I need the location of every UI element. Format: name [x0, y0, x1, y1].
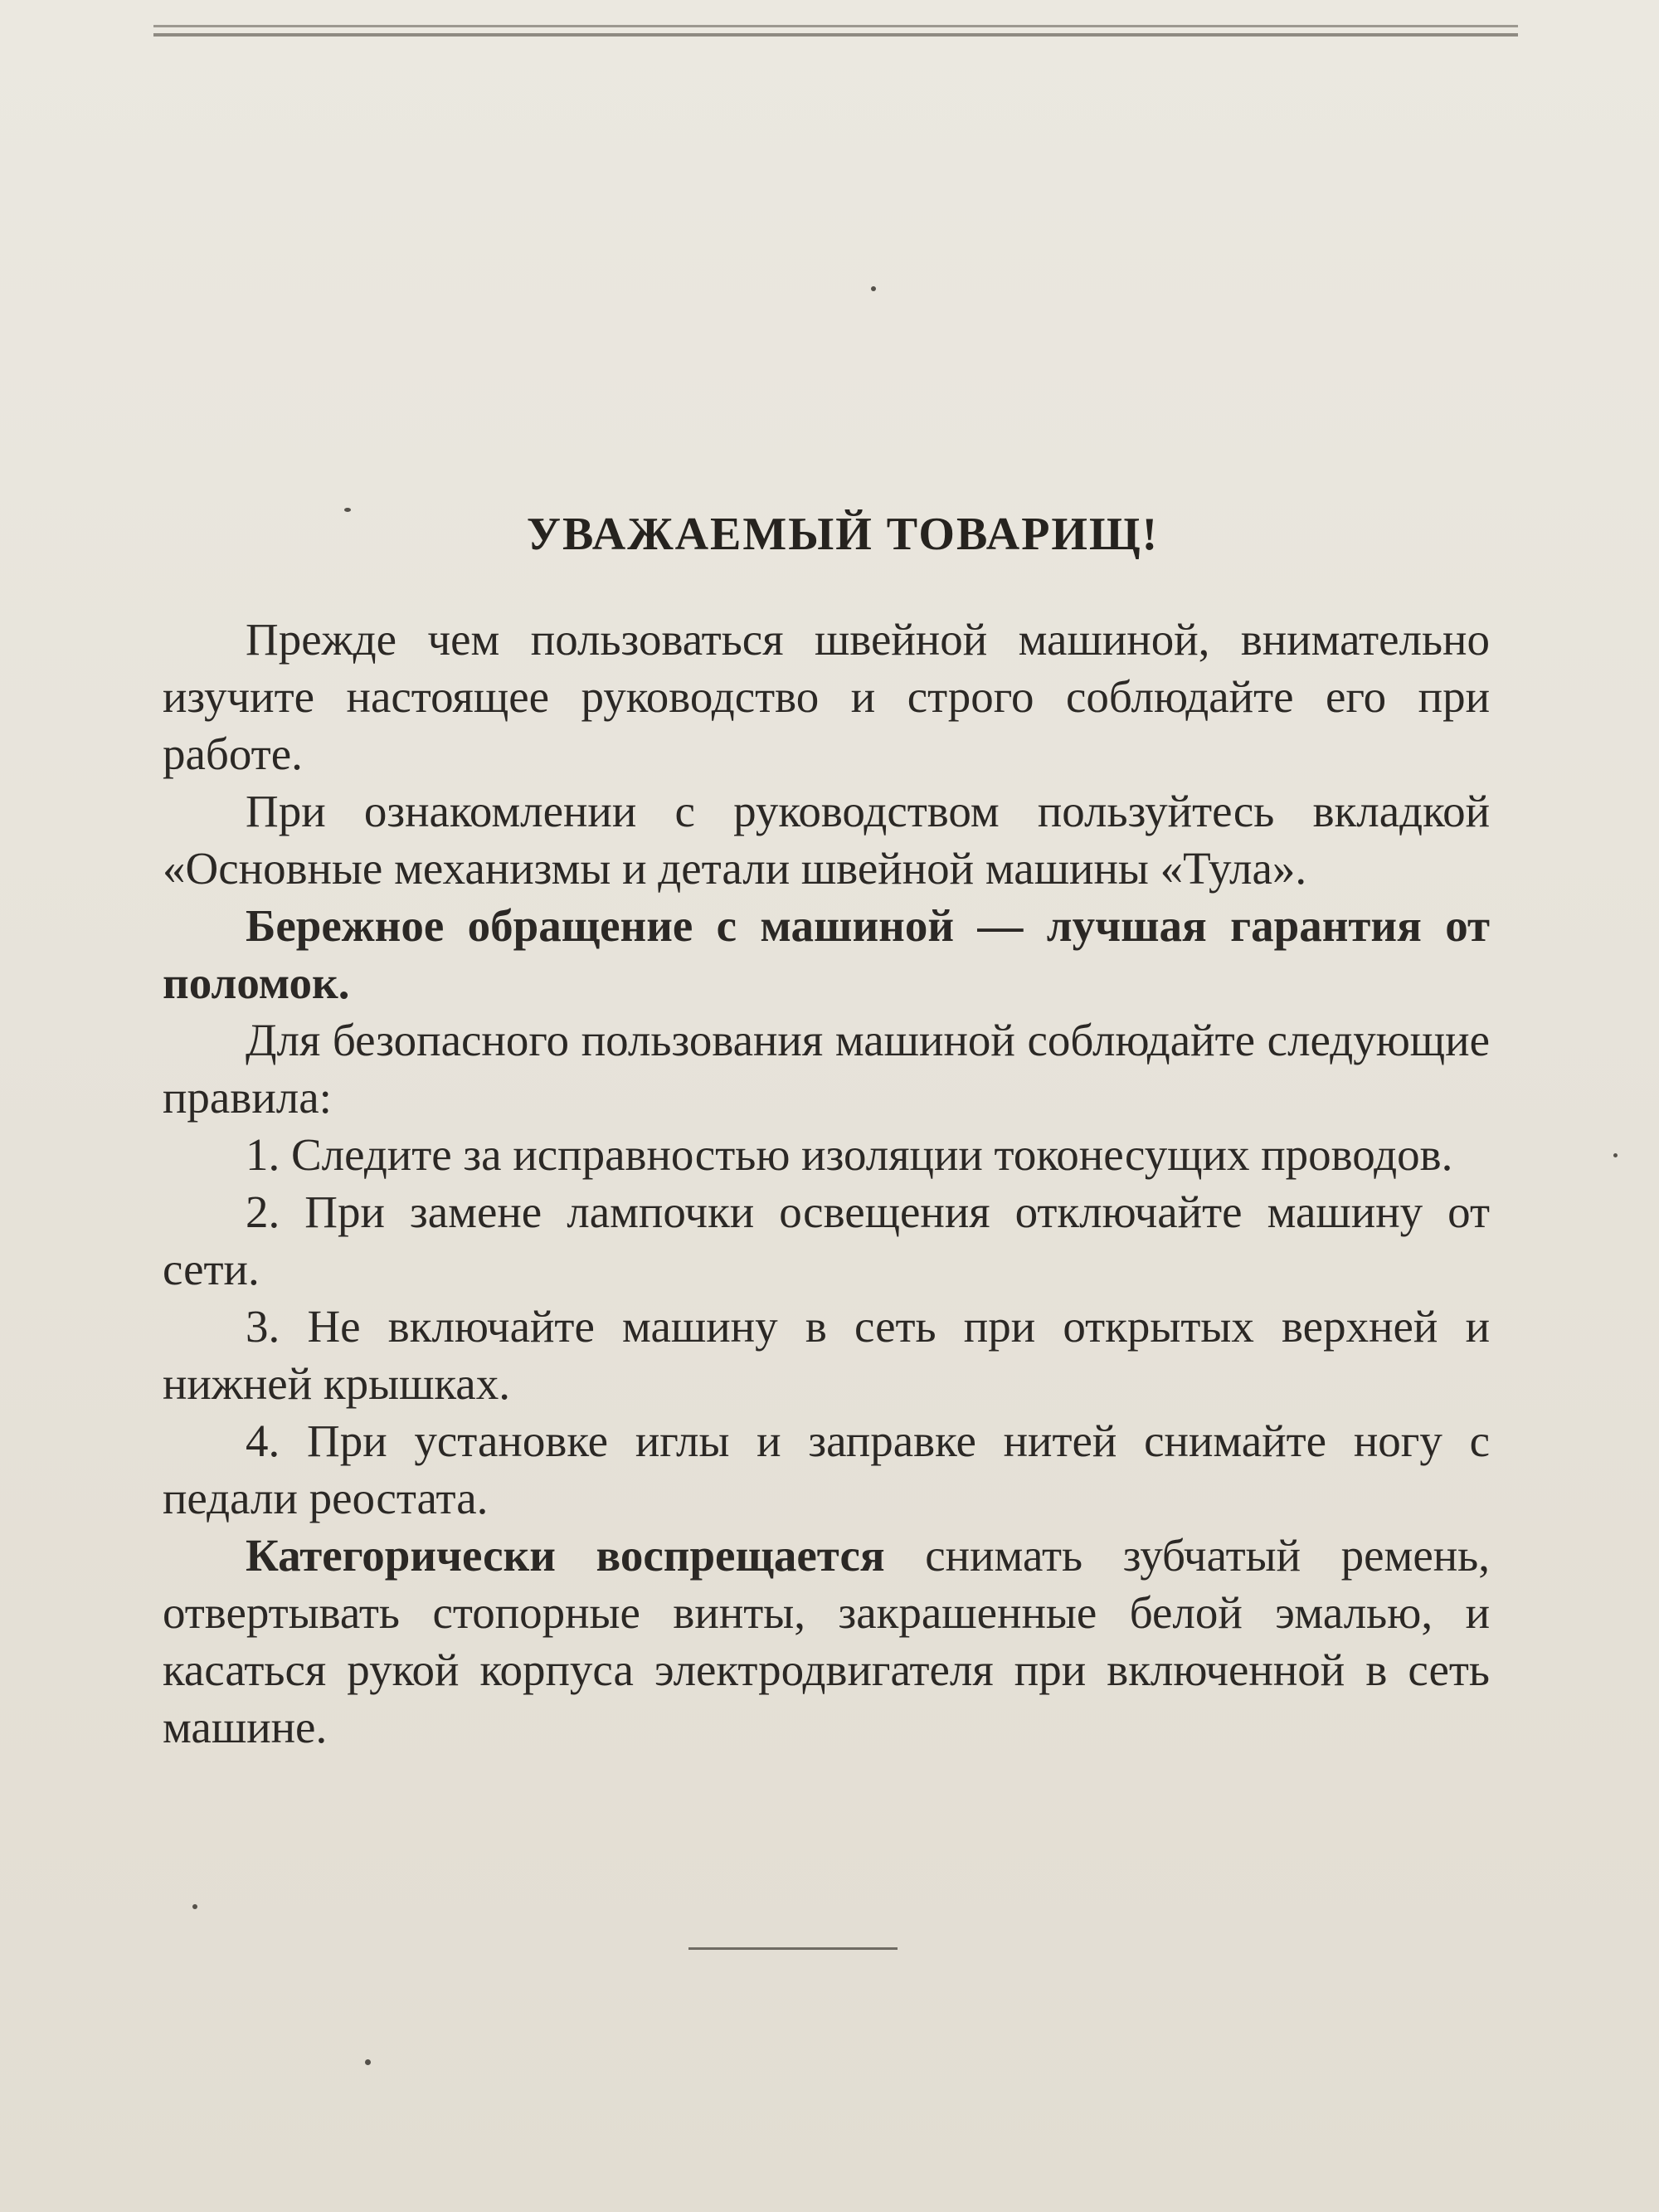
top-rule-line [153, 25, 1518, 27]
prohibition-lead: Категорически воспрещается [246, 1530, 885, 1581]
paragraph-insert-note: При ознакомлении с руководством пользуйтесь вкладкой «Основные механизмы и детали швейной машины «Тула». [163, 786, 1490, 894]
paragraph-prohibition [163, 1527, 1490, 1756]
paragraph-intro: Прежде чем пользоваться швейной машиной, внимательно изучите настоящее руководство и строго соблюдайте его при работе. [163, 614, 1490, 779]
page-heading: УВАЖАЕМЫЙ ТОВАРИЩ! [526, 509, 1160, 560]
paper-speck [871, 286, 876, 291]
paper-speck [365, 2059, 371, 2065]
paper-speck [1613, 1153, 1618, 1157]
paragraph-safety-intro: Для безопасного пользования машиной соблюдайте следующие правила: [163, 1015, 1490, 1123]
paper-speck [344, 508, 351, 512]
bottom-rule [688, 1947, 898, 1950]
paragraph-care-motto: Бережное обращение с машиной — лучшая гарантия от поломок. [163, 900, 1490, 1008]
top-rule-line [153, 33, 1518, 37]
prohibition-text: снимать зубчатый ремень, отвертывать стопорные винты, закрашенные белой эмалью, и касаться рукой корпуса электродвигателя при включенной в сеть машине. [163, 1530, 1490, 1752]
paper-speck [192, 1904, 197, 1909]
top-double-rule [153, 25, 1518, 41]
rule-item-1: 1. Следите за исправностью изоляции токонесущих проводов. [246, 1129, 1453, 1180]
text-block [163, 508, 1490, 1756]
rule-item-3: 3. Не включайте машину в сеть при открытых верхней и нижней крышках. [163, 1301, 1490, 1409]
rule-item-2: 2. При замене лампочки освещения отключайте машину от сети. [163, 1186, 1490, 1294]
rule-item-4: 4. При установке иглы и заправке нитей снимайте ногу с педали реостата. [163, 1415, 1490, 1523]
